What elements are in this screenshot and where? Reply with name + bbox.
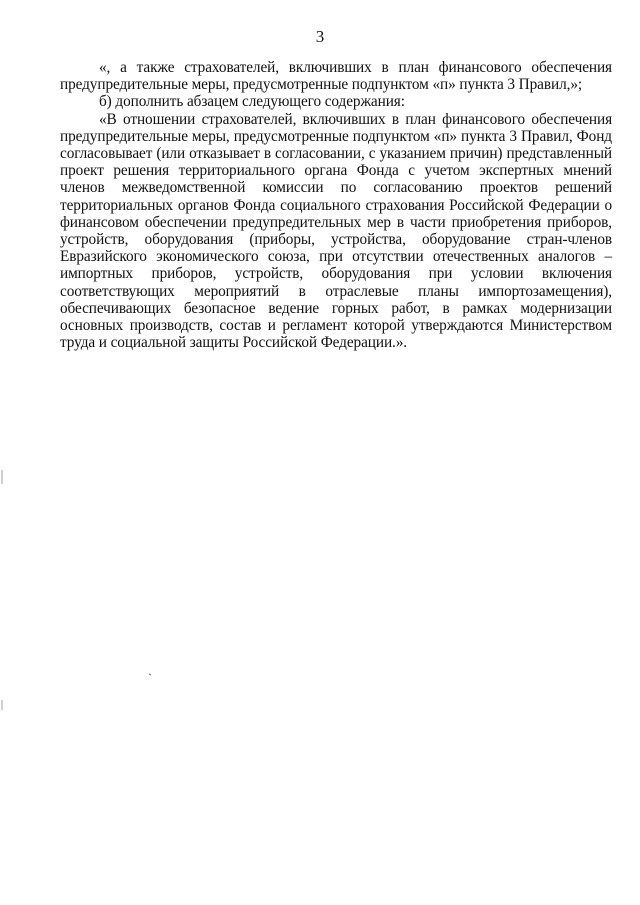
paragraph-instruction: б) дополнить абзацем следующего содержания:	[99, 93, 405, 111]
scan-mark: `	[148, 671, 152, 685]
document-body	[60, 59, 612, 351]
scan-edge-tick	[1, 470, 3, 484]
paragraph-amendment-quote: «, а также страхователей, включивших в план финансового обеспечения предупредительные меры, предусмотренные подпунктом «п» пункта 3 Правил,»;	[60, 59, 612, 94]
page-number: 3	[315, 27, 325, 46]
scan-edge-tick	[1, 700, 3, 710]
paragraph-new-text: «В отношении страхователей, включивших в план финансового обеспечения предупредительные меры, предусмотренные подпунктом «п» пункта 3 Правил, Фонд согласовывает (или отказывает в согласовании, с указанием причин) представленный проект решения территориального органа Фонда с учетом экспертных мнений членов межведомственной комиссии по согласованию проектов решений территориальных органов Фонда социального страхования Российской Федерации о финансовом обеспечении предупредительных мер в части приобретения приборов, устройств, оборудования (приборы, устройства, оборудование стран-членов Евразийского экономического союза, при отсутствии отечественных аналогов – импортных приборов, устройств, оборудования при условии включения соответствующих мероприятий в отраслевые планы импортозамещения), обеспечивающих безопасное ведение горных работ, в рамках модернизации основных производств, состав и регламент которой утверждаются Министерством труда и социальной защиты Российской Федерации.».	[60, 110, 612, 352]
